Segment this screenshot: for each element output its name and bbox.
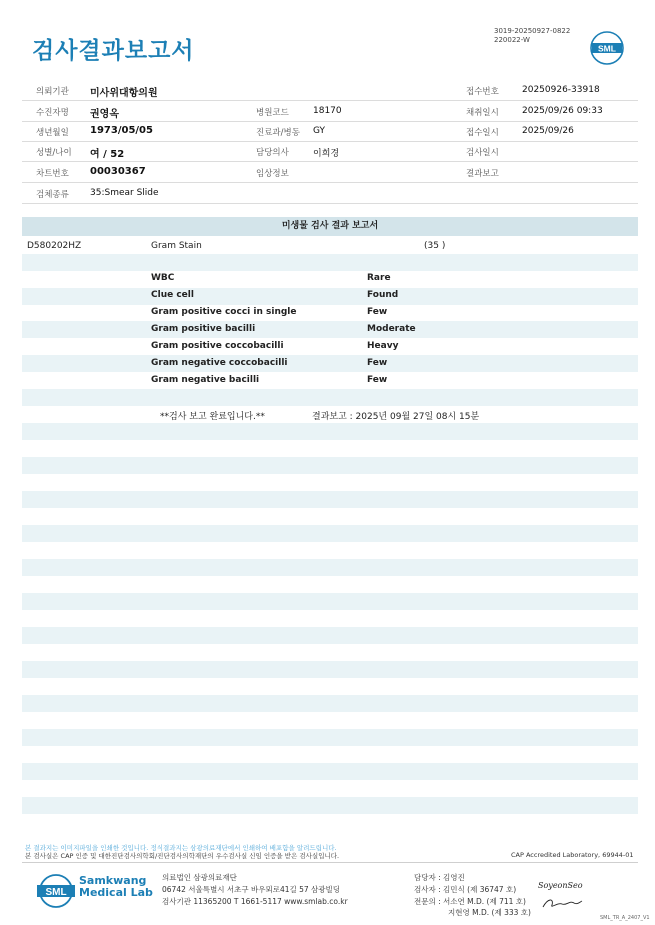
result-value: Rare [367,273,391,283]
result-value: Heavy [367,341,399,351]
document-id-line-2: 220022-W [494,36,530,44]
stripe-row [22,695,638,712]
receipt-no-value: 20250926-33918 [522,85,600,95]
staff-specialist-2: 지현영 M.D. (제 333 호) [448,908,531,917]
institution-value: 미사위대항의원 [90,88,158,99]
test-date-label: 검사일시 [466,148,499,158]
org-name: 의료법인 삼광의료재단 [162,873,237,882]
company-name [79,875,153,899]
hospital-code-value: 18170 [313,106,342,116]
org-contact: 검사기관 11365200 T 1661-5117 www.smlab.co.kr [162,897,348,906]
result-name: Gram negative bacilli [151,375,260,385]
document-id-line-1: 3019-20250927-0822 [494,27,571,35]
stripe-row [22,457,638,474]
result-value: Found [367,290,399,300]
svg-text:SML: SML [45,887,67,898]
stripe-row [22,763,638,780]
collect-value: 2025/09/26 09:33 [522,106,603,116]
org-address: 06742 서울특별시 서초구 바우뫼로41길 57 삼광빌딩 [162,885,341,894]
dob-value: 1973/05/05 [90,125,153,136]
stripe-row [22,355,638,372]
samkwang-logo-icon [36,873,76,909]
sml-logo-icon [590,31,624,65]
company-name-line-2: Medical Lab [79,886,153,899]
staff-specialist: 전문의 : 서소연 M.D. (제 711 호) [414,897,526,906]
receipt-date-value: 2025/09/26 [522,126,574,136]
chart-label: 차트번호 [36,169,69,179]
signature: SoyeonSeo [538,881,583,890]
result-name: Gram positive coccobacilli [151,341,284,351]
stripe-row [22,321,638,338]
form-code: SML_TR_A_2407_V1 [600,915,650,921]
company-name-line-1: Samkwang [79,874,147,887]
stripe-row [22,525,638,542]
signature-scribble-icon [540,896,584,910]
stripe-row [22,254,638,271]
document-id [494,27,570,45]
doctor-label: 담당의사 [256,148,289,158]
patient-value: 권영옥 [90,109,119,120]
stripe-row [22,389,638,406]
result-name: Clue cell [151,290,194,300]
chart-value: 00030367 [90,166,146,177]
stripe-row [22,797,638,814]
staff-tester: 검사자 : 김민식 (제 36747 호) [414,885,517,894]
dept-label: 진료과/병동 [256,128,300,138]
test-name: Gram Stain [151,241,202,251]
header-row-4 [22,141,638,162]
stripe-row [22,559,638,576]
result-value: Moderate [367,324,416,334]
header-row-1 [22,80,638,101]
result-name: Gram positive bacilli [151,324,256,334]
dept-value: GY [313,126,326,136]
doctor-value: 이희경 [313,149,340,159]
test-code: D580202HZ [27,241,82,251]
stripe-row [22,288,638,305]
specimen-label: 검체종류 [36,190,69,200]
stripe-row [22,593,638,610]
stripe-row [22,661,638,678]
specimen-value: 35:Smear Slide [90,188,159,198]
image-copy-notice: 본 결과지는 이미지파일을 인쇄한 것입니다. 정식결과지는 삼광의료재단에서 인쇄하여 배포함을 알려드립니다. [25,844,337,852]
result-name: Gram negative coccobacilli [151,358,288,368]
stripe-row [22,491,638,508]
result-name: WBC [151,273,175,283]
result-name: Gram positive cocci in single [151,307,297,317]
staff-manager: 담당자 : 김영진 [414,873,465,882]
complete-note: **검사 보고 완료입니다.** [160,412,265,422]
result-value: Few [367,358,388,368]
header-row-3 [22,121,638,142]
clinical-label: 임상정보 [256,169,289,179]
result-value: Few [367,375,388,385]
report-time: 결과보고 : 2025년 09월 27일 08시 15분 [312,412,480,422]
header-row-5 [22,162,638,183]
result-value: Few [367,307,388,317]
svg-text:SML: SML [598,43,616,54]
dob-label: 생년월일 [36,128,69,138]
receipt-date-label: 접수일시 [466,128,499,138]
accreditation-notice: 본 검사실은 CAP 인증 및 대한진단검사의학회/진단검사의학재단의 우수검사실 신임 인증을 받은 검사실입니다. [25,852,340,860]
header-row-6 [22,183,638,204]
sex-age-value: 여 / 52 [90,149,125,160]
cap-accreditation: CAP Accredited Laboratory, 69944-01 [511,851,634,859]
micro-report-title: 미생물 검사 결과 보고서 [22,217,638,236]
receipt-no-label: 접수번호 [466,87,499,97]
sex-age-label: 성별/나이 [36,148,72,158]
test-count: (35 ) [424,241,446,251]
header-row-2 [22,101,638,122]
collect-label: 채취일시 [466,108,499,118]
page-title: 검사결과보고서 [32,38,195,64]
stripe-row [22,729,638,746]
stripe-row [22,423,638,440]
hospital-code-label: 병원코드 [256,108,289,118]
footer-divider [22,862,638,863]
report-label: 결과보고 [466,169,499,179]
patient-label: 수진자명 [36,108,69,118]
institution-label: 의뢰기관 [36,87,69,97]
stripe-row [22,627,638,644]
